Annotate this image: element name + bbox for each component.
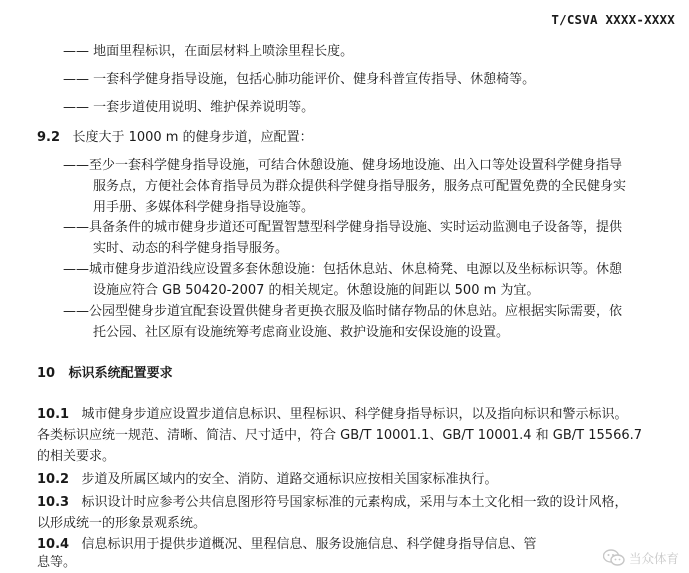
clause-number: 10.2 [37,472,70,487]
clause-number: 10.1 [37,407,70,422]
section-number: 10 [37,366,56,381]
clause-cont: 息等。 [37,555,77,570]
clause-text: 步道及所属区域内的安全、消防、道路交通标识应按相关国家标准执行。 [81,472,498,487]
clause-number: 10.4 [37,537,70,552]
watermark [603,549,679,567]
clause-10-4 [37,535,537,555]
clause-10-2 [37,470,498,490]
clause-cont: 各类标识应统一规范、清晰、简洁、尺寸适中，符合 GB/T 10001.1、GB/T 10001.4 和 GB/T 15566.7 [37,428,643,443]
clause-number: 10.3 [37,495,70,510]
clause-number: 9.2 [37,130,61,145]
list-item: —— 一套科学健身指导设施，包括心肺功能评价、健身科普宣传指导、休憩椅等。 [63,72,536,87]
list-item-cont: 用手册、多媒体科学健身指导设施等。 [93,200,315,215]
list-item-cont: 实时、动态的科学健身指导服务。 [93,241,289,256]
clause-text: 城市健身步道应设置步道信息标识、里程标识、科学健身指导标识，以及指向标识和警示标识。 [81,407,628,422]
list-item: —— 一套步道使用说明、维护保养说明等。 [63,100,315,115]
clause-cont: 的相关要求。 [37,449,116,464]
list-item-cont: 设施应符合 GB 50420-2007 的相关规定。休憩设施的间距以 500 m 为宜。 [93,283,540,298]
clause-9-2-heading [37,128,313,148]
clause-cont: 以形成统一的形象景观系统。 [37,516,207,531]
document-code: T/CSVA XXXX-XXXX [551,12,675,27]
list-item-cont: 服务点，方便社会体育指导员为群众提供科学健身指导服务，服务点可配置免费的全民健身实 [93,179,627,194]
section-10-heading [37,364,173,384]
clause-10-1 [37,405,628,425]
wechat-icon [603,549,625,567]
list-item: —— 地面里程标识，在面层材料上喷涂里程长度。 [63,44,354,59]
list-item-cont: 托公园、社区原有设施统筹考虑商业设施、救护设施和安保设施的设置。 [93,325,510,340]
list-item: ——公园型健身步道宜配套设置供健身者更换衣服及临时储存物品的休息站。应根据实际需要，依 [63,304,623,319]
clause-title: 长度大于 1000 m 的健身步道，应配置： [72,130,313,145]
watermark-text: 当众体育 [628,551,679,566]
section-title: 标识系统配置要求 [68,366,173,381]
clause-text: 信息标识用于提供步道概况、里程信息、服务设施信息、科学健身指导信息、管 [81,537,537,552]
list-item: ——至少一套科学健身指导设施，可结合休憩设施、健身场地设施、出入口等处设置科学健身指导 [63,158,623,173]
list-item: ——具备条件的城市健身步道还可配置智慧型科学健身指导设施、实时运动监测电子设备等，提供 [63,220,623,235]
clause-text: 标识设计时应参考公共信息图形符号国家标准的元素构成，采用与本土文化相一致的设计风格， [81,495,628,510]
list-item: ——城市健身步道沿线应设置多套休憩设施：包括休息站、休息椅凳、电源以及坐标标识等。休憩 [63,262,623,277]
clause-10-3 [37,493,628,513]
